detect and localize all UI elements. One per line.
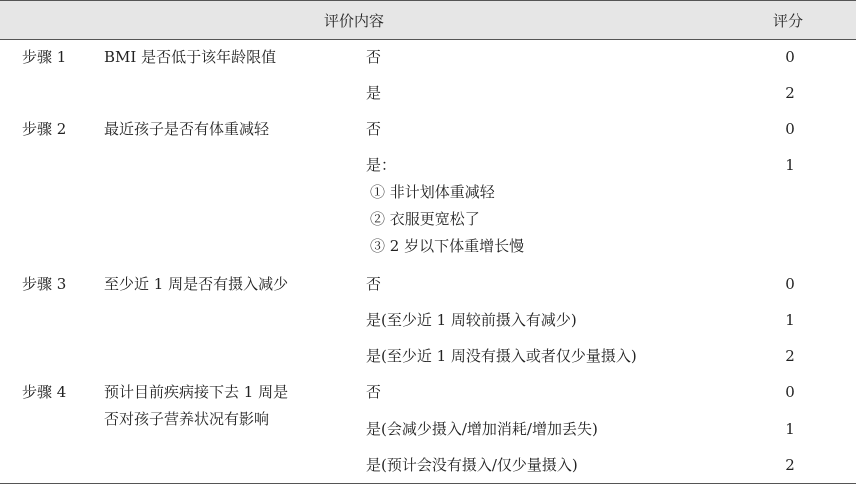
answer-score: 1 — [785, 156, 795, 174]
answer-score: 0 — [785, 48, 795, 66]
step-content: 否对孩子营养状况有影响 — [104, 410, 270, 428]
step-label: 步骤 3 — [22, 275, 67, 293]
answer-text: 是 — [366, 84, 382, 102]
answer-text: 否 — [366, 48, 382, 66]
answer-text: 是(会减少摄入/增加消耗/增加丢失) — [366, 420, 598, 438]
step-content: 最近孩子是否有体重减轻 — [104, 120, 270, 138]
answer-score: 1 — [785, 420, 795, 438]
answer-score: 2 — [785, 84, 795, 102]
answer-text: 是： — [366, 156, 397, 174]
answer-text: 是(预计会没有摄入/仅少量摄入) — [366, 456, 578, 474]
answer-score: 0 — [785, 383, 795, 401]
step-label: 步骤 1 — [22, 48, 67, 66]
step-content: 至少近 1 周是否有摄入减少 — [104, 275, 289, 293]
table-header — [0, 0, 856, 40]
step-label: 步骤 4 — [22, 383, 67, 401]
answer-score: 2 — [785, 347, 795, 365]
step-label: 步骤 2 — [22, 120, 67, 138]
answer-text: 是(至少近 1 周没有摄入或者仅少量摄入) — [366, 347, 637, 365]
header-score-label: 评分 — [773, 12, 804, 30]
header-content-label: 评价内容 — [324, 12, 385, 30]
answer-score: 2 — [785, 456, 795, 474]
answer-score: 0 — [785, 120, 795, 138]
answer-subitem: ① 非计划体重减轻 — [370, 183, 495, 201]
step-content: 预计目前疾病接下去 1 周是 — [104, 383, 289, 401]
answer-text: 是(至少近 1 周较前摄入有减少) — [366, 311, 577, 329]
table-bottom-rule — [0, 483, 856, 484]
answer-text: 否 — [366, 275, 382, 293]
answer-score: 1 — [785, 311, 795, 329]
answer-subitem: ② 衣服更宽松了 — [370, 210, 480, 228]
answer-text: 否 — [366, 120, 382, 138]
answer-score: 0 — [785, 275, 795, 293]
answer-subitem: ③ 2 岁以下体重增长慢 — [370, 237, 525, 255]
answer-text: 否 — [366, 383, 382, 401]
step-content: BMI 是否低于该年龄限值 — [104, 48, 277, 66]
